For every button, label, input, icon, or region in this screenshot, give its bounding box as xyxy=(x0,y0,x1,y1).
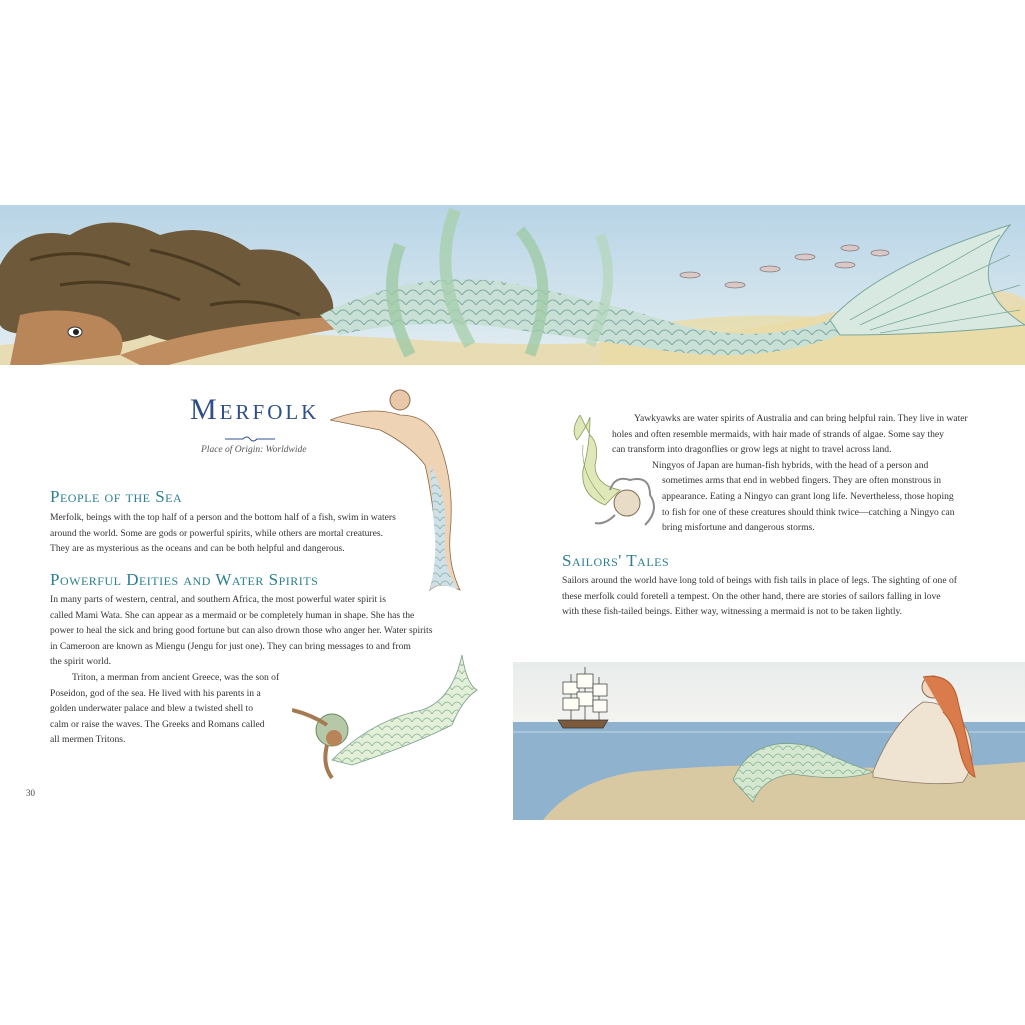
banner-illustration xyxy=(0,205,1025,365)
text-line: Yawkyawks are water spirits of Australia and can bring helpful rain. They live in water xyxy=(634,413,968,424)
ship-mermaid-illustration xyxy=(513,662,1025,820)
text-line: Ningyos of Japan are human-fish hybrids, with the head of a person and xyxy=(652,459,929,471)
text-line: to fish for one of these creatures should think twice—catching a Ningyo can xyxy=(662,506,955,518)
heading-people-of-the-sea: People of the Sea xyxy=(50,487,183,506)
text-line: appearance. Eating a Ningyo can grant long life. Nevertheless, those hoping xyxy=(662,490,954,502)
text-line: the spirit world. xyxy=(50,656,112,668)
text-line: Triton, a merman from ancient Greece, was the son of xyxy=(72,671,280,683)
heading-deities: Powerful Deities and Water Spirits xyxy=(50,570,319,589)
text-line: all mermen Tritons. xyxy=(50,734,126,746)
paragraph-sailors xyxy=(562,573,982,620)
text-line: golden underwater palace and blew a twisted shell to xyxy=(50,703,253,715)
page-number: 30 xyxy=(26,788,35,798)
page-title: Merfolk xyxy=(190,393,320,426)
text-line: bring misfortune and dangerous storms. xyxy=(662,522,815,534)
text-line: sometimes arms that end in webbed fingers. They are often monstrous in xyxy=(662,475,942,487)
text-line: can transform into dragonflies or grow legs at night to travel across land. xyxy=(612,444,892,456)
text-line: power to heal the sick and bring good fortune but can also drown those who anger her. Water spirits xyxy=(50,625,433,637)
paragraph-yawkyawks xyxy=(612,411,982,536)
triton-illustration xyxy=(292,650,482,785)
merman-illustration xyxy=(330,385,490,600)
text-line: calm or raise the waves. The Greeks and Romans called xyxy=(50,718,265,730)
text-line: holes and often resemble mermaids, with hair made of strands of algae. Some say they xyxy=(612,428,944,440)
text-line: Sailors around the world have long told of beings with fish tails in place of legs. The sighting of one of xyxy=(562,575,957,586)
paragraph-people xyxy=(50,510,450,557)
text-line: They are as mysterious as the oceans and can be both helpful and dangerous. xyxy=(50,543,345,555)
text-line: around the world. Some are gods or powerful spirits, while others are mortal creatures. xyxy=(50,527,384,539)
heading-sailors-tales: Sailors' Tales xyxy=(562,551,670,570)
subtitle: Place of Origin: Worldwide xyxy=(201,445,307,455)
text-line: in Cameroon are known as Miengu (Jengu for just one). They can bring messages to and from xyxy=(50,640,411,652)
text-line: called Mami Wata. She can appear as a mermaid or be completely human in shape. She has the xyxy=(50,609,415,621)
text-line: with these fish-tailed beings. Either way, witnessing a mermaid is not to be taken lightly. xyxy=(562,606,903,618)
text-line: Merfolk, beings with the top half of a person and the bottom half of a fish, swim in waters xyxy=(50,512,396,523)
text-line: In many parts of western, central, and southern Africa, the most powerful water spirit is xyxy=(50,594,386,605)
text-line: Poseidon, god of the sea. He lived with his parents in a xyxy=(50,687,261,699)
text-line: these merfolk could foretell a tempest. On the other hand, there are stories of sailors falling in love xyxy=(562,590,941,602)
